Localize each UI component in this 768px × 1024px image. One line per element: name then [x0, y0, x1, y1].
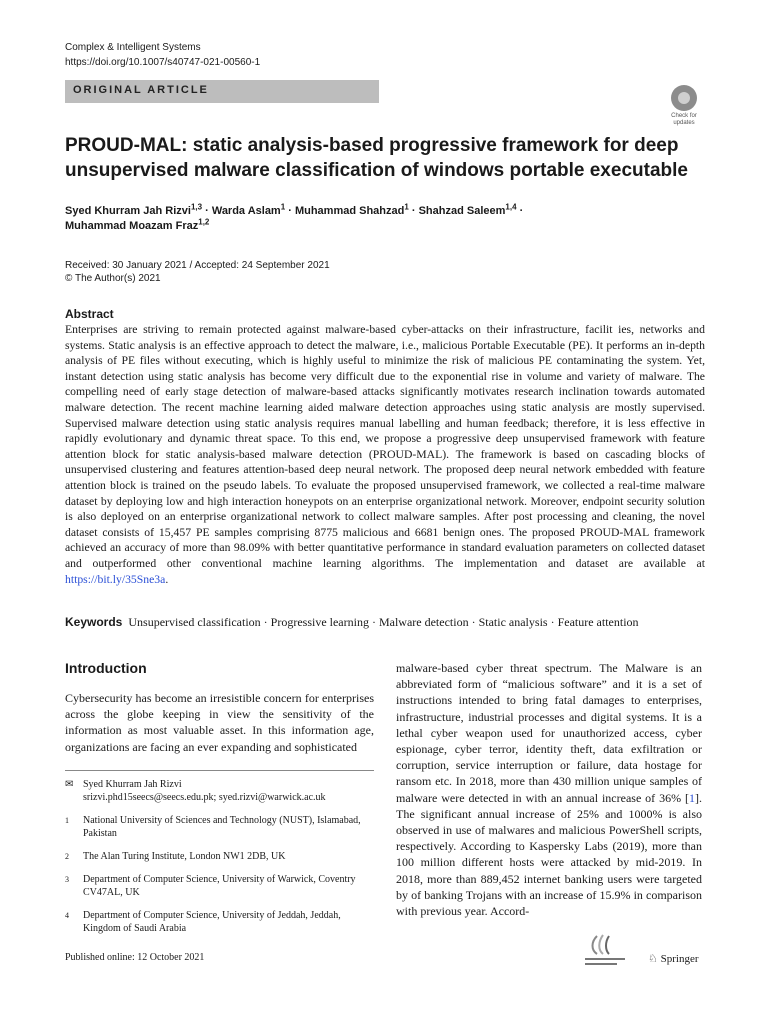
author-name: Syed Khurram Jah Rizvi	[65, 205, 191, 217]
corresponding-emails[interactable]: srizvi.phd15seecs@seecs.edu.pk; syed.rizvi@warwick.ac.uk	[83, 792, 326, 803]
springer-horse-icon: ♘	[648, 953, 658, 965]
introduction-heading: Introduction	[65, 660, 147, 676]
affiliation-number: 1	[65, 816, 69, 825]
check-updates-icon	[671, 85, 697, 111]
abstract-text	[65, 322, 705, 587]
affiliation-item	[65, 850, 374, 863]
affiliation-text: Department of Computer Science, University of Jeddah, Jeddah, Kingdom of Saudi Arabia	[83, 910, 341, 934]
dataset-link[interactable]: https://bit.ly/35Sne3a	[65, 572, 166, 586]
affiliation-item	[65, 814, 374, 840]
author-affiliation: 1	[280, 202, 286, 212]
author-affiliation: 1,4	[505, 202, 517, 212]
abstract-body: Enterprises are striving to remain protected against malware-based cyber-attacks on their infrastructure, facilit ies, networks and systems. Static analysis is an effective approach to detect the malware, i.e., malicious Portable Executable (PE). It performs an in-depth analysis of PE files without executing, which is highly useful to minimize the risk of malicious PE contaminating the system. Yet, instant detection using static analysis has become very difficult due to the exponential rise in volume and variety of malware. The compelling need of early stage detection of malware-based attacks significantly motivates research inclination towards automated malware detection. The recent machine learning aided malware detection approaches using static analysis are mostly supervised. Supervised malware detection using static analysis requires manual labelling and human feedback; therefore, it is less effective in rapidly evolutionary and dynamic threat space. To this end, we propose a progressive deep unsupervised framework with feature attention block for static analysis-based malware detection (PROUD-MAL). The framework is based on cascading blocks of unsupervised clustering and features attention-based deep neural network. The proposed deep neural network embedded with feature attention block is trained on the pseudo labels. To evaluate the proposed unsupervised framework, we collected a real-time malware dataset by deploying low and high interaction honeypots on an enterprise organizational network. Moreover, endpoint security solution is also deployed on an enterprise organizational network to collect malware samples. After post processing and cleaning, the novel dataset consists of 15,457 PE samples comprising 8775 malicious and 6681 benign ones. The proposed PROUD-MAL framework achieved an accuracy of more than 98.09% with better quantitative performance in standard evaluation parameters on collected dataset and outperformed other conventional machine learning algorithms. The implementation and dataset are available at	[65, 323, 705, 570]
copyright: © The Author(s) 2021	[65, 273, 161, 284]
journal-name: Complex & Intelligent Systems	[65, 42, 201, 53]
doi-link[interactable]: https://doi.org/10.1007/s40747-021-00560-1	[65, 57, 261, 68]
introduction-right-column	[396, 660, 702, 919]
check-for-updates-badge[interactable]	[664, 85, 704, 127]
author-name: Shahzad Saleem	[418, 205, 506, 217]
affiliation-number: 3	[65, 875, 69, 884]
corresponding-details	[83, 778, 326, 804]
author-affiliation: 1,3	[190, 202, 203, 212]
affiliation-text: Department of Computer Science, University of Warwick, Coventry CV47AL, UK	[83, 874, 356, 898]
paper-title: PROUD-MAL: static analysis-based progressive framework for deep unsupervised malware classification of windows portable executable	[65, 135, 688, 181]
corresponding-name: Syed Khurram Jah Rizvi	[83, 779, 182, 790]
author-name: Warda Aslam	[211, 205, 281, 217]
keywords	[65, 614, 705, 630]
article-type-label: ORIGINAL ARTICLE	[73, 84, 209, 96]
affiliation-number: 4	[65, 911, 69, 920]
article-dates	[65, 259, 330, 285]
reference-link[interactable]: 1	[689, 790, 695, 805]
corresponding-author	[65, 778, 374, 804]
article-type-banner	[65, 80, 379, 103]
affiliation-item	[65, 873, 374, 899]
envelope-icon: ✉	[65, 779, 74, 790]
affiliation-text: National University of Sciences and Technology (NUST), Islamabad, Pakistan	[83, 815, 361, 839]
abstract-end: .	[165, 572, 169, 586]
kacst-logo-icon	[583, 932, 643, 968]
springer-logo	[648, 952, 699, 965]
received-accepted: Received: 30 January 2021 / Accepted: 24 September 2021	[65, 260, 330, 271]
author-affiliation: 1,2	[198, 217, 210, 227]
author-name: Muhammad Shahzad	[294, 205, 405, 217]
publisher-name: Springer	[660, 953, 699, 965]
keywords-list: Unsupervised classification · Progressive learning · Malware detection · Static analysis · Feature attention	[128, 615, 639, 629]
published-online: Published online: 12 October 2021	[65, 952, 205, 963]
author-name: Muhammad Moazam Fraz	[65, 220, 199, 232]
journal-header	[65, 40, 260, 70]
affiliation-number: 2	[65, 852, 69, 861]
author-list: Syed Khurram Jah Rizvi$^{1,3}$ · Warda Aslam$^1$ · Muhammad Shahzad$^1$ · Shahzad Saleem$^{1,4}$ · Muhammad Moazam Fraz$^{1,2}$	[65, 202, 524, 232]
intro-right-text-a: malware-based cyber threat spectrum. The Malware is an abbreviated form of “malicious software” and it is a set of instructions intended to bring fatal damages to enterprises, infrastructure, industrial processes and digital systems. It is a lethal cyber weapon used for unauthorized access, cyber espionage, cyber terror, identity theft, data exfiltration or corruption, service interruption or failure, data hostage for ransom etc. In 2018, more than 430 million unique samples of malware were detected in with an annual increase of 36% [	[396, 661, 702, 805]
affiliation-text: The Alan Turing Institute, London NW1 2DB, UK	[83, 851, 286, 862]
author-affiliation: 1	[404, 202, 409, 212]
footnote-divider	[65, 770, 374, 771]
check-updates-label: Check for updates	[671, 113, 697, 126]
footnotes	[65, 778, 374, 945]
keywords-label: Keywords	[65, 615, 123, 629]
intro-right-text-b: ]. The significant annual increase of 25% and 1000% is also observed in use of malwares and malicious PowerShell scripts, respectively. According to Kaspersky Labs (2019), more than 100 million different hosts were attacked by mid-2019. In 2018, more than 889,452 internet banking users were targeted by of banking Trojans with an increase of 15.9% in comparison with previous year. Accord-	[396, 790, 702, 919]
abstract-heading: Abstract	[65, 307, 114, 321]
introduction-left-column: Cybersecurity has become an irresistible concern for enterprises across the globe keeping in view the sensitivity of the information as most valuable asset. In this information age, organizations are facing an ever expanding and sophisticated	[65, 691, 374, 754]
affiliation-item	[65, 909, 374, 935]
